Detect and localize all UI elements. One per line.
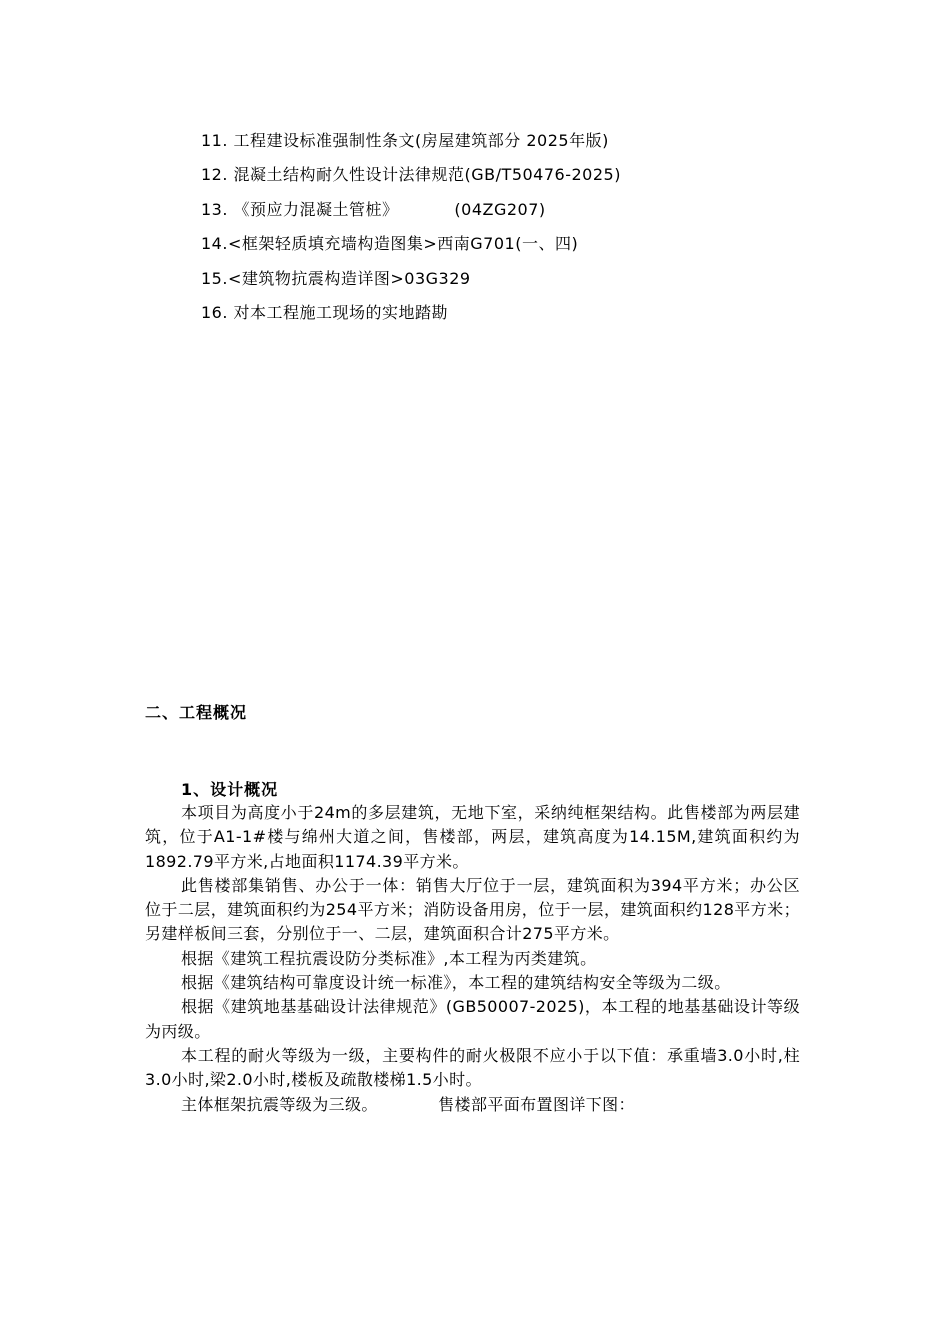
reference-item: 13. 《预应力混凝土管桩》 (04ZG207) [201, 199, 546, 219]
reference-item: 14.<框架轻质填充墙构造图集>西南G701(一、四) [201, 234, 579, 254]
reference-item: 15.<建筑物抗震构造详图>03G329 [201, 268, 471, 288]
body-paragraph: 根据《建筑结构可靠度设计统一标准》，本工程的建筑结构安全等级为二级。 [181, 973, 731, 993]
section-heading: 二、工程概况 [145, 703, 248, 722]
reference-list [201, 124, 621, 330]
body-paragraph: 本项目为高度小于24m的多层建筑，无地下室，采纳纯框架结构。此售楼部为两层建筑，位于A1-1#楼与绵州大道之间，售楼部，两层，建筑高度为14.15M,建筑面积约为1892.79平方米,占地面积1174.39平方米。 [145, 803, 800, 871]
body-paragraph: 本工程的耐火等级为一级，主要构件的耐火极限不应小于以下值：承重墙3.0小时,柱3.0小时,梁2.0小时,楼板及疏散楼梯1.5小时。 [145, 1045, 800, 1090]
reference-item: 16. 对本工程施工现场的实地踏勘 [201, 302, 449, 322]
body-paragraph: 根据《建筑地基基础设计法律规范》(GB50007-2025)，本工程的地基基础设计等级为丙级。 [145, 997, 800, 1041]
reference-item: 11. 工程建设标准强制性条文(房屋建筑部分 2025年版) [201, 131, 609, 150]
subsection-heading: 1、设计概况 [181, 780, 279, 799]
body-paragraph: 根据《建筑工程抗震设防分类标准》,本工程为丙类建筑。 [181, 948, 597, 968]
section-body [145, 801, 800, 1117]
body-paragraph: 主体框架抗震等级为三级。 售楼部平面布置图详下图： [181, 1094, 635, 1114]
body-paragraph: 此售楼部集销售、办公于一体：销售大厅位于一层，建筑面积为394平方米；办公区位于二层，建筑面积约为254平方米；消防设备用房，位于一层，建筑面积约128平方米；另建样板间三套，分别位于一、二层，建筑面积合计275平方米。 [145, 875, 800, 944]
reference-item: 12. 混凝土结构耐久性设计法律规范(GB/T50476-2025) [201, 165, 621, 185]
